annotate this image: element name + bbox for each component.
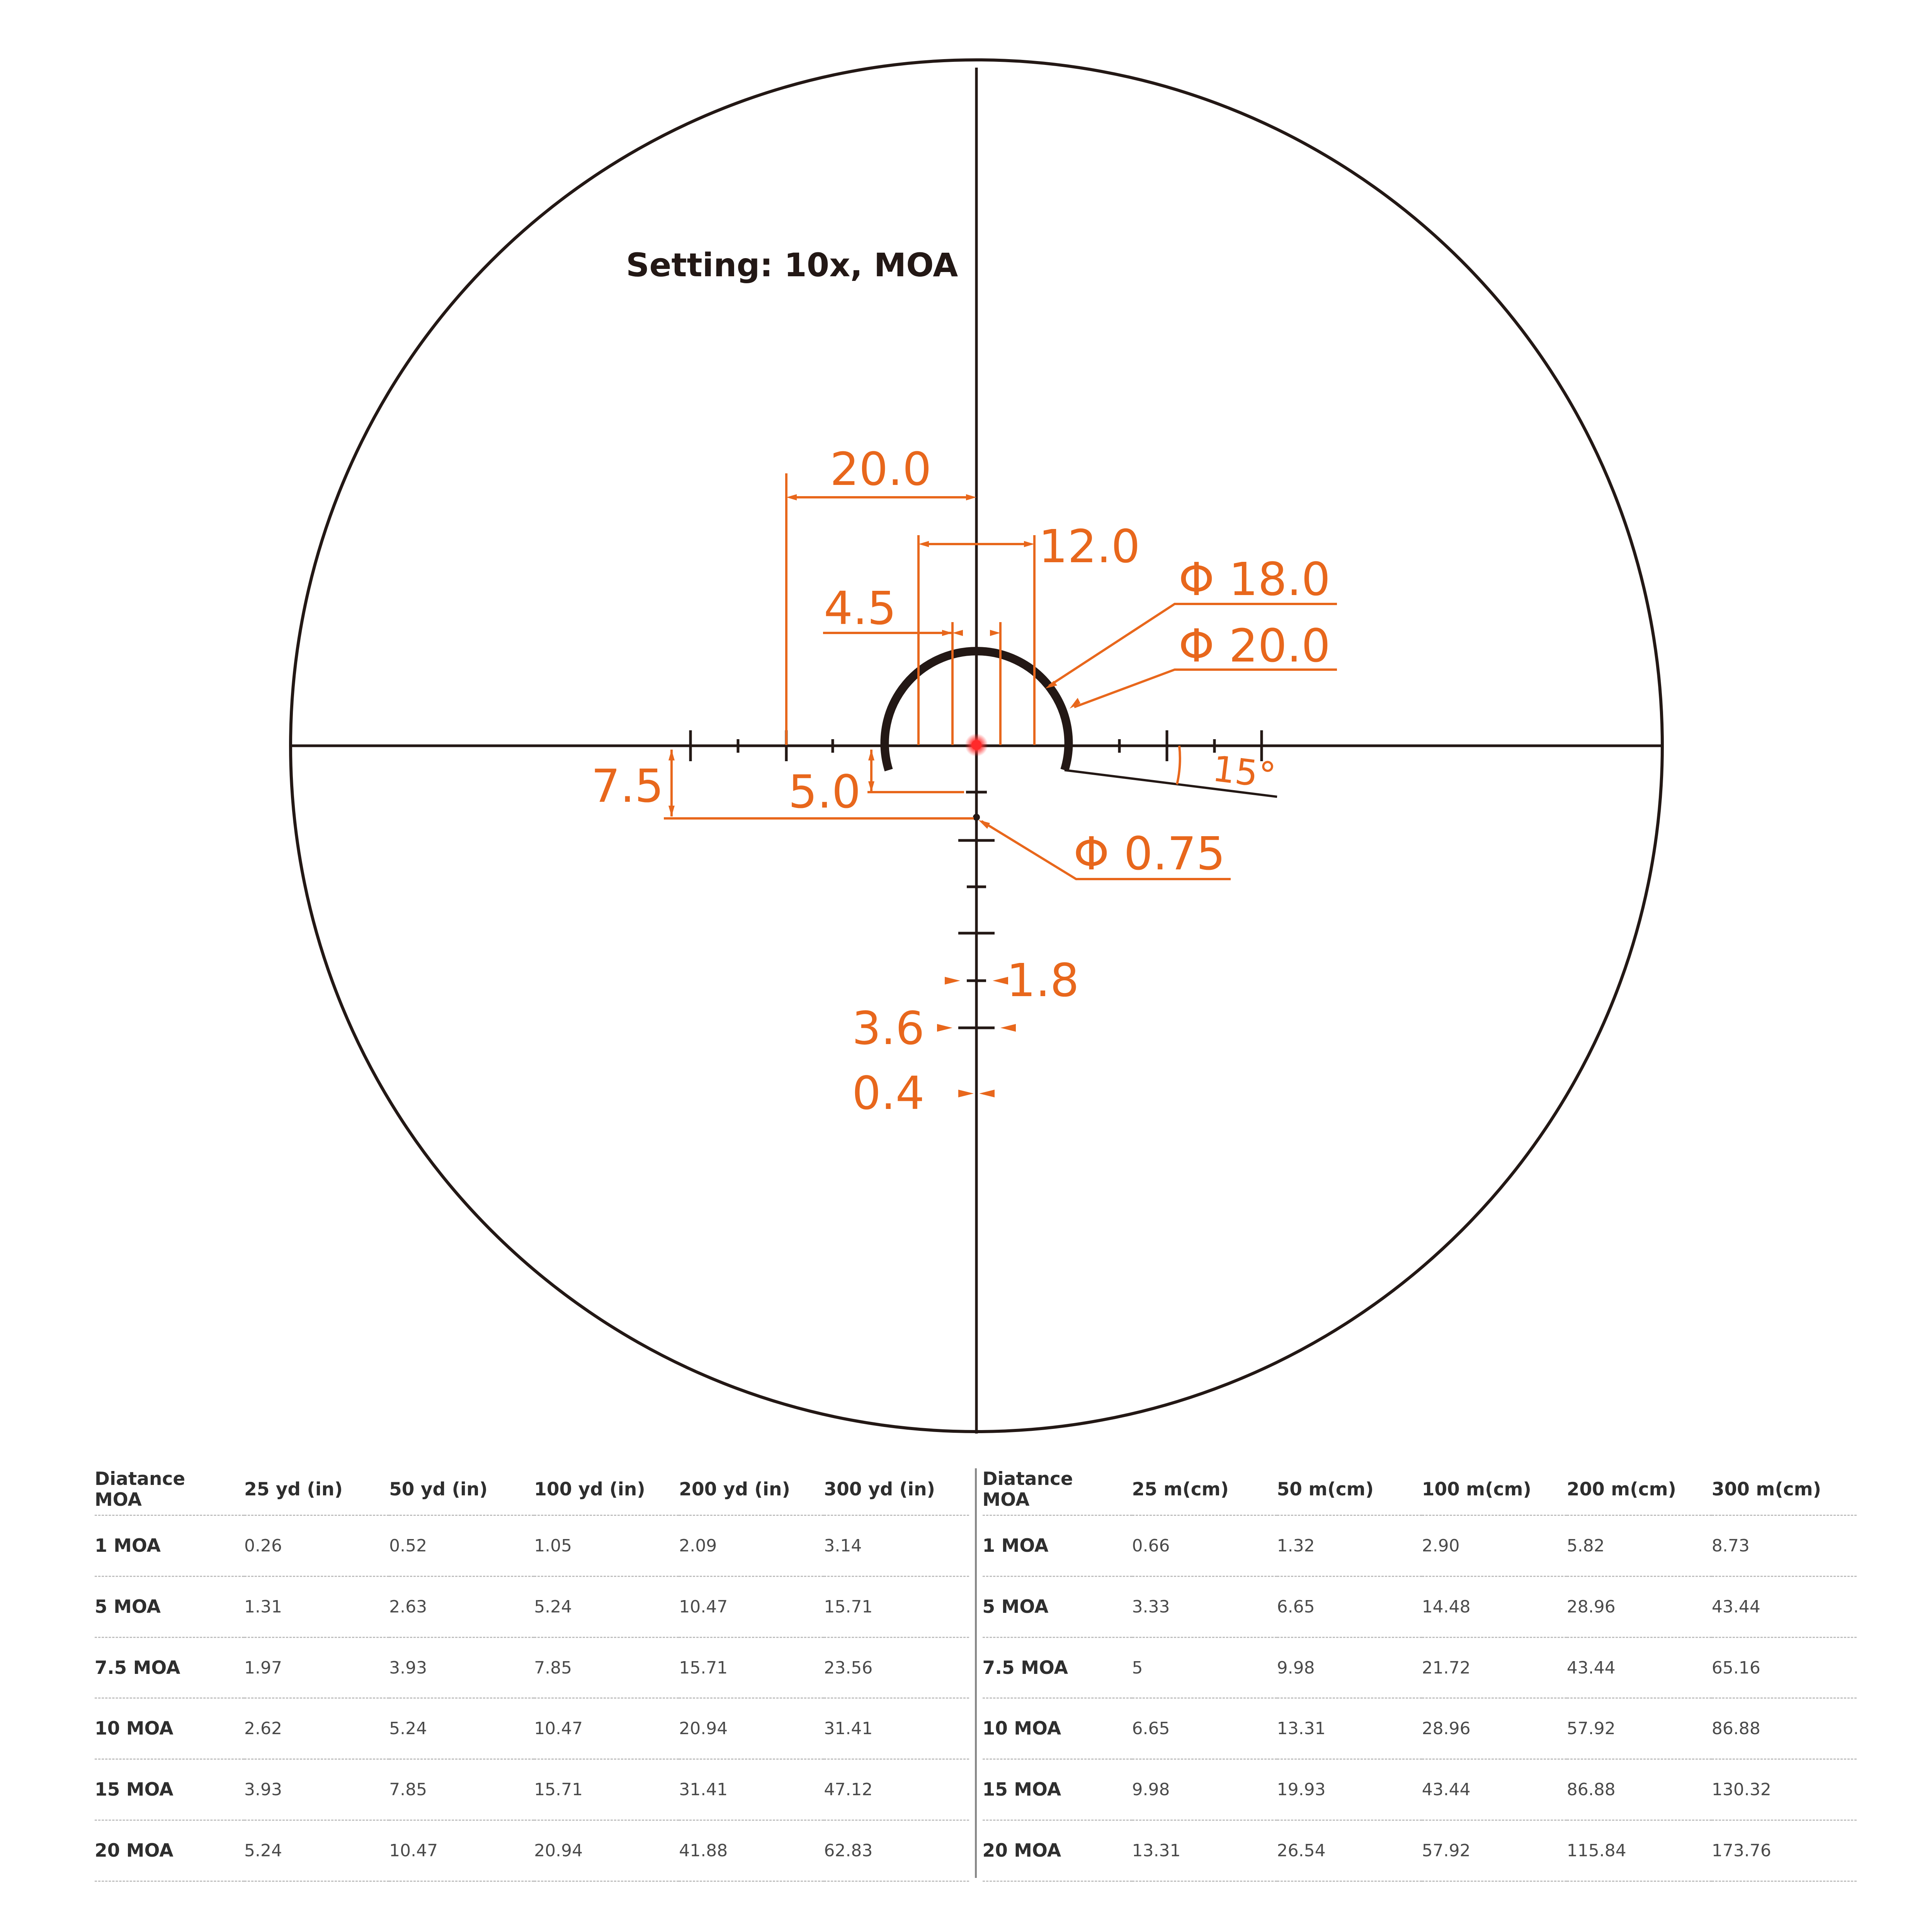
table-cell: 21.72 <box>1422 1637 1567 1698</box>
metric-col-header: 200 m(cm) <box>1567 1464 1712 1515</box>
table-cell: 13.31 <box>1132 1820 1277 1881</box>
table-row <box>95 1576 969 1637</box>
imperial-col-header: 25 yd (in) <box>244 1464 389 1515</box>
table-cell: 3.33 <box>1132 1576 1277 1637</box>
table-cell: 2.63 <box>389 1576 534 1637</box>
metric-col-header: 100 m(cm) <box>1422 1464 1567 1515</box>
imperial-corner-line2: MOA <box>95 1489 142 1510</box>
table-cell: 28.96 <box>1567 1576 1712 1637</box>
imperial-col-header: 100 yd (in) <box>534 1464 679 1515</box>
row-label: 7.5 MOA <box>983 1637 1132 1698</box>
table-cell: 62.83 <box>824 1820 969 1881</box>
row-label: 1 MOA <box>983 1515 1132 1577</box>
table-cell: 9.98 <box>1132 1759 1277 1820</box>
table-cell: 1.32 <box>1277 1515 1422 1577</box>
table-cell: 3.93 <box>389 1637 534 1698</box>
table-cell: 86.88 <box>1567 1759 1712 1820</box>
table-cell: 2.09 <box>679 1515 824 1577</box>
table-cell: 1.31 <box>244 1576 389 1637</box>
metric-col-header: 25 m(cm) <box>1132 1464 1277 1515</box>
table-cell: 10.47 <box>534 1698 679 1759</box>
label-thickness-0-4: 0.4 <box>852 1066 925 1120</box>
table-row <box>983 1637 1857 1698</box>
table-cell: 7.85 <box>534 1637 679 1698</box>
table-cell: 26.54 <box>1277 1820 1422 1881</box>
table-cell: 43.44 <box>1422 1759 1567 1820</box>
holdover-dot <box>973 814 980 821</box>
table-cell: 0.52 <box>389 1515 534 1577</box>
imperial-header-row <box>95 1464 969 1515</box>
table-cell: 31.41 <box>824 1698 969 1759</box>
row-label: 10 MOA <box>95 1698 244 1759</box>
table-cell: 115.84 <box>1567 1820 1712 1881</box>
table-row <box>95 1698 969 1759</box>
table-cell: 57.92 <box>1567 1698 1712 1759</box>
table-cell: 47.12 <box>824 1759 969 1820</box>
table-cell: 41.88 <box>679 1820 824 1881</box>
row-label: 5 MOA <box>983 1576 1132 1637</box>
table-cell: 43.44 <box>1712 1576 1857 1637</box>
table-cell: 23.56 <box>824 1637 969 1698</box>
label-tick-1-8: 1.8 <box>1007 954 1079 1007</box>
table-cell: 130.32 <box>1712 1759 1857 1820</box>
table-cell: 57.92 <box>1422 1820 1567 1881</box>
row-label: 5 MOA <box>95 1576 244 1637</box>
table-cell: 6.65 <box>1277 1576 1422 1637</box>
table-cell: 86.88 <box>1712 1698 1857 1759</box>
table-row <box>95 1759 969 1820</box>
table-cell: 10.47 <box>679 1576 824 1637</box>
row-label: 15 MOA <box>95 1759 244 1820</box>
table-row <box>983 1698 1857 1759</box>
table-cell: 8.73 <box>1712 1515 1857 1577</box>
table-cell: 31.41 <box>679 1759 824 1820</box>
label-diameter-20: Φ 20.0 <box>1179 619 1331 672</box>
metric-col-header: 300 m(cm) <box>1712 1464 1857 1515</box>
metric-corner-line2: MOA <box>982 1489 1030 1510</box>
table-row <box>95 1515 969 1577</box>
metric-corner-line1: Diatance <box>982 1468 1073 1490</box>
table-row <box>983 1759 1857 1820</box>
table-cell: 5.82 <box>1567 1515 1712 1577</box>
row-label: 7.5 MOA <box>95 1637 244 1698</box>
imperial-col-header: 200 yd (in) <box>679 1464 824 1515</box>
table-cell: 3.14 <box>824 1515 969 1577</box>
label-drop-7-5: 7.5 <box>591 759 664 813</box>
moa-conversion-tables <box>95 1464 1857 1882</box>
table-cell: 15.71 <box>824 1576 969 1637</box>
table-cell: 1.97 <box>244 1637 389 1698</box>
table-cell: 15.71 <box>534 1759 679 1820</box>
table-cell: 2.90 <box>1422 1515 1567 1577</box>
table-cell: 0.26 <box>244 1515 389 1577</box>
table-cell: 2.62 <box>244 1698 389 1759</box>
imperial-col-header: 300 yd (in) <box>824 1464 969 1515</box>
table-cell: 43.44 <box>1567 1637 1712 1698</box>
table-cell: 28.96 <box>1422 1698 1567 1759</box>
row-label: 10 MOA <box>983 1698 1132 1759</box>
table-cell: 1.05 <box>534 1515 679 1577</box>
table-cell: 65.16 <box>1712 1637 1857 1698</box>
metric-table <box>983 1464 1857 1882</box>
metric-header-row <box>983 1464 1857 1515</box>
table-cell: 173.76 <box>1712 1820 1857 1881</box>
table-cell: 15.71 <box>679 1637 824 1698</box>
metric-col-header: 50 m(cm) <box>1277 1464 1422 1515</box>
dimension-lines <box>664 473 1337 879</box>
label-angle-15: 15° <box>1210 748 1278 797</box>
row-label: 20 MOA <box>983 1820 1132 1881</box>
table-cell: 5.24 <box>244 1820 389 1881</box>
table-cell: 5.24 <box>389 1698 534 1759</box>
row-label: 1 MOA <box>95 1515 244 1577</box>
imperial-col-header: 50 yd (in) <box>389 1464 534 1515</box>
table-row <box>95 1820 969 1881</box>
metric-corner-header <box>983 1464 1132 1515</box>
table-cell: 14.48 <box>1422 1576 1567 1637</box>
table-cell: 3.93 <box>244 1759 389 1820</box>
table-cell: 7.85 <box>389 1759 534 1820</box>
table-cell: 0.66 <box>1132 1515 1277 1577</box>
table-row <box>983 1576 1857 1637</box>
label-width-12: 12.0 <box>1039 520 1140 573</box>
label-dot-diameter: Φ 0.75 <box>1073 827 1226 880</box>
table-row <box>983 1820 1857 1881</box>
table-divider <box>975 1468 977 1878</box>
row-label: 20 MOA <box>95 1820 244 1881</box>
label-width-4-5: 4.5 <box>824 582 896 635</box>
table-cell: 19.93 <box>1277 1759 1422 1820</box>
row-label: 15 MOA <box>983 1759 1132 1820</box>
table-cell: 5.24 <box>534 1576 679 1637</box>
table-cell: 10.47 <box>389 1820 534 1881</box>
table-cell: 20.94 <box>679 1698 824 1759</box>
label-width-20: 20.0 <box>830 442 932 496</box>
table-cell: 5 <box>1132 1637 1277 1698</box>
label-tick-3-6: 3.6 <box>852 1002 925 1055</box>
setting-title: Setting: 10x, MOA <box>626 246 958 284</box>
table-cell: 13.31 <box>1277 1698 1422 1759</box>
label-diameter-18: Φ 18.0 <box>1179 553 1331 606</box>
imperial-corner-line1: Diatance <box>95 1468 185 1490</box>
center-dot <box>971 740 981 750</box>
imperial-table <box>95 1464 969 1882</box>
table-cell: 6.65 <box>1132 1698 1277 1759</box>
table-cell: 9.98 <box>1277 1637 1422 1698</box>
label-drop-5-0: 5.0 <box>788 765 861 818</box>
table-row <box>95 1637 969 1698</box>
table-cell: 20.94 <box>534 1820 679 1881</box>
imperial-corner-header <box>95 1464 244 1515</box>
table-row <box>983 1515 1857 1577</box>
